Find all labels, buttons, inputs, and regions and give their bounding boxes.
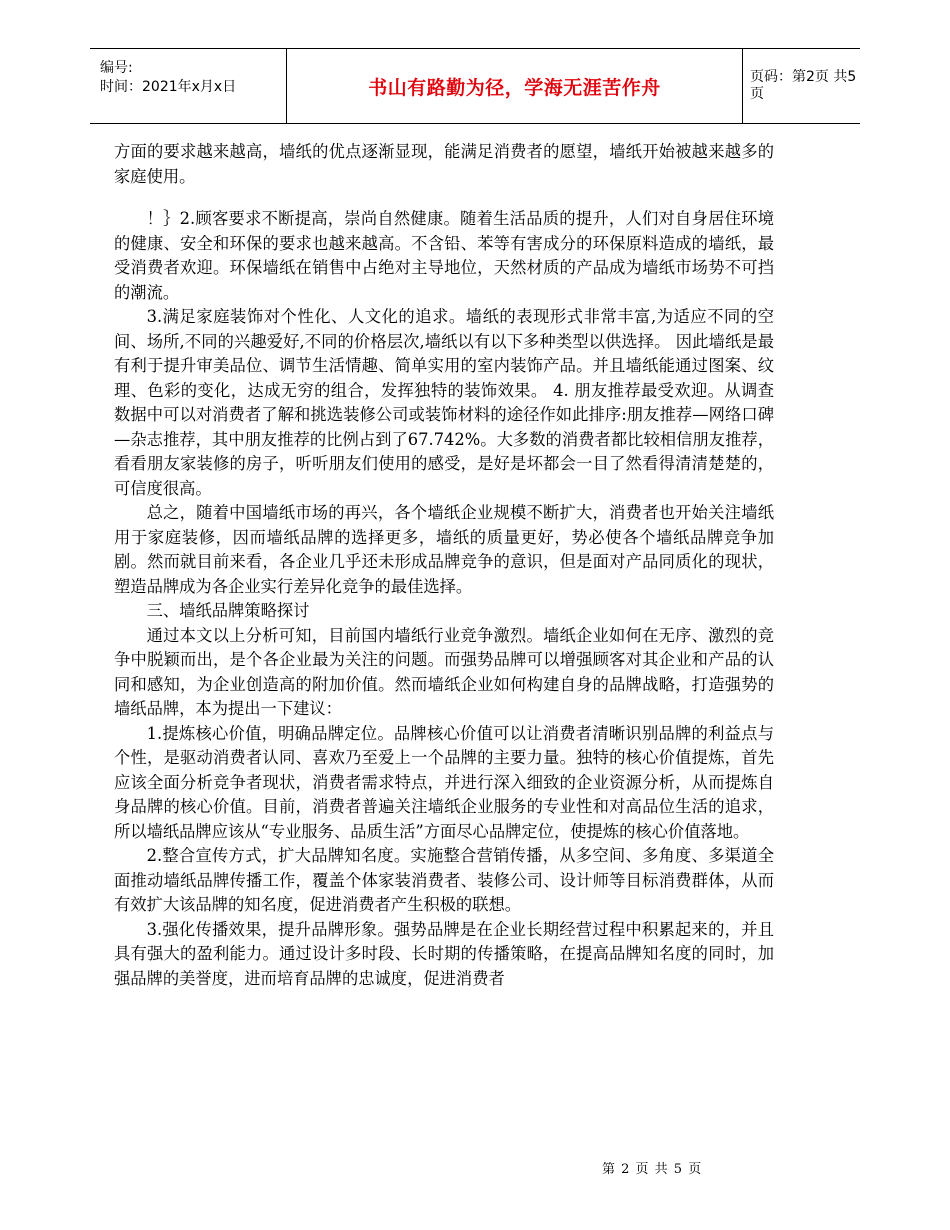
document-number-label: 编号:: [100, 60, 133, 76]
paragraph-strategy-intro: 通过本文以上分析可知，目前国内墙纸行业竞争激烈。墙纸企业如何在无序、激烈的竞争中脱颖而出，是个各企业最为关注的问题。而强势品牌可以增强顾客对其企业和产品的认同和感知，为企业创造高的附加价值。然而墙纸企业如何构建自身的品牌战略，打造强势的墙纸品牌，本为提出一下建议：: [114, 625, 774, 718]
document-body: [114, 140, 774, 991]
paragraph-brand-image: 3.强化传播效果，提升品牌形象。强势品牌是在企业长期经营过程中积累起来的，并且具有强大的盈利能力。通过设计多时段、长时期的传播策略，在提高品牌知名度的同时，加强品牌的美誉度，进而培育品牌的忠诚度，促进消费者: [114, 919, 774, 988]
header-motto: 书山有路勤为径，学海无涯苦作舟: [368, 76, 661, 99]
page-footer: 第 2 页 共 5 页: [602, 1162, 703, 1177]
page-header: [90, 48, 860, 124]
paragraph-decoration-needs: 3.满足家庭装饰对个性化、人文化的追求。墙纸的表现形式非常丰富,为适应不同的空间、场所,不同的兴趣爱好,不同的价格层次,墙纸以有以下多种类型以供选择。 因此墙纸是最有利于提升审美品位、调节生活情趣、简单实用的室内装饰产品。并且墙纸能通过图案、纹理、色彩的变化，达成无穷的组合，发挥独特的装饰效果。 4. 朋友推荐最受欢迎。从调查数据中可以对消费者了解和挑选装修公司或装饰材料的途径作如此排序:朋友推荐—网络口碑—杂志推荐，其中朋友推荐的比例占到了67.742%。大多数的消费者都比较相信朋友推荐，看看朋友家装修的房子，听听朋友们使用的感受，是好是坏都会一目了然看得清清楚楚的，可信度很高。: [114, 307, 774, 498]
paragraph-promotion: 2.整合宣传方式，扩大品牌知名度。实施整合营销传播，从多空间、多角度、多渠道全面推动墙纸品牌传播工作，覆盖个体家装消费者、装修公司、设计师等目标消费群体，从而有效扩大该品牌的知名度，促进消费者产生积极的联想。: [114, 846, 774, 914]
header-meta: [90, 49, 286, 123]
paragraph-summary: 总之，随着中国墙纸市场的再兴，各个墙纸企业规模不断扩大，消费者也开始关注墙纸用于家庭装修，因而墙纸品牌的选择更多，墙纸的质量更好，势必使各个墙纸品牌竞争加剧。然而就目前来看，各企业几乎还未形成品牌竞争的意识，但是面对产品同质化的现状，塑造品牌成为各企业实行差异化竞争的最佳选择。: [114, 503, 774, 596]
paragraph-continuation: 方面的要求越来越高，墙纸的优点逐渐显现，能满足消费者的愿望，墙纸开始被越来越多的家庭使用。: [114, 142, 774, 186]
document-time-label: 时间：2021年x月x日: [100, 79, 237, 95]
header-page-cell: [742, 49, 860, 123]
header-motto-cell: [286, 49, 743, 123]
paragraph-customer-demand: ！｝2.顾客要求不断提高，崇尚自然健康。随着生活品质的提升，人们对自身居住环境的健康、安全和环保的要求也越来越高。不含铅、苯等有害成分的环保原料造成的墙纸，最受消费者欢迎。环保墙纸在销售中占绝对主导地位，天然材质的产品成为墙纸市场势不可挡的潮流。: [114, 209, 774, 302]
paragraph-core-value: 1.提炼核心价值，明确品牌定位。品牌核心价值可以让消费者清晰识别品牌的利益点与个性，是驱动消费者认同、喜欢乃至爱上一个品牌的主要力量。独特的核心价值提炼，首先应该全面分析竞争者现状，消费者需求特点，并进行深入细致的企业资源分析，从而提炼自身品牌的核心价值。目前，消费者普遍关注墙纸企业服务的专业性和对高品位生活的追求，所以墙纸品牌应该从“专业服务、品质生活”方面尽心品牌定位，使提炼的核心价值落地。: [114, 723, 774, 841]
section-heading: 三、墙纸品牌策略探讨: [146, 601, 310, 620]
header-page-number: 页码：第2页 共5页: [750, 69, 857, 102]
